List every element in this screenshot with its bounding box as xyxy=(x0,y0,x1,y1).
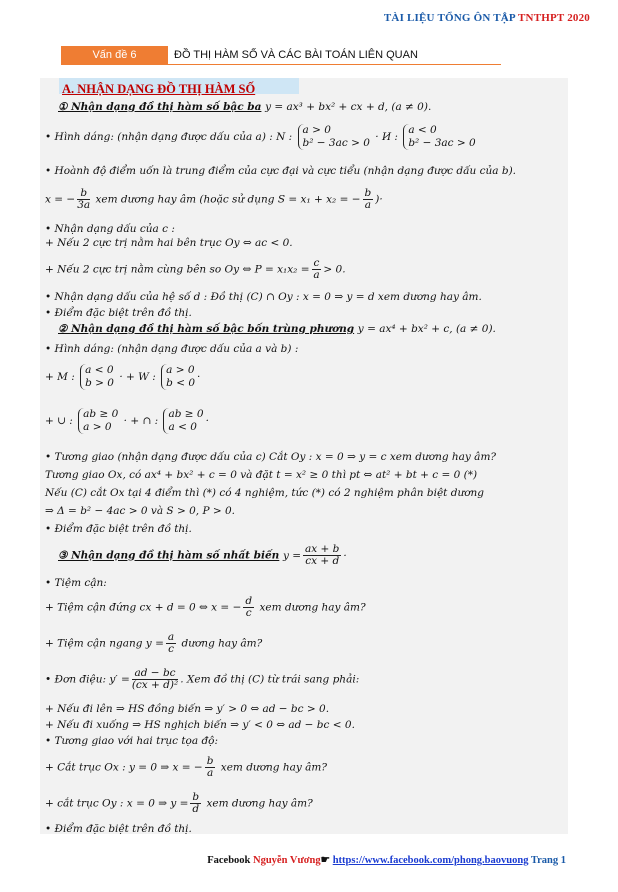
line-special-points-3: • Điểm đặc biệt trên đồ thị. xyxy=(45,823,192,835)
line-sign-d: • Nhận dạng dấu của hệ số d : Đồ thị (C) ∩ Oy : x = 0 ⇒ y = d xem dương hay âm. xyxy=(45,291,482,303)
line-extrema-opposite: + Nếu 2 cực trị nằm hai bên trục Oy ⇔ ac < 0. xyxy=(45,237,293,249)
line-vertical-asymptote: + Tiệm cận đứng cx + d = 0 ⇔ x = − $\frac{d}{c}$ xem dương hay âm? xyxy=(45,595,366,619)
banner-rule xyxy=(61,64,501,65)
line-special-points-2: • Điểm đặc biệt trên đồ thị. xyxy=(45,523,192,535)
header-year: TNTHPT 2020 xyxy=(518,12,590,24)
line-shape-m-w: + M : a < 0 b > 0 · + W : a > 0 b < 0 · xyxy=(45,364,201,389)
line-axis-intersect: • Tương giao với hai trục tọa độ: xyxy=(45,735,219,747)
line-monotonic: • Đơn điệu: y′ = $\frac{ad - bc}{\text{(cx + d)²}}$ . Xem đồ thị (C) từ trái sang phải: xyxy=(45,667,360,691)
line-asymptote: • Tiệm cận: xyxy=(45,577,107,589)
line-discriminant: ⇒ Δ = b² − 4ac > 0 và S > 0, P > 0. xyxy=(45,505,236,517)
page-header xyxy=(384,12,590,24)
line-cut-ox: + Cắt trục Ox : y = 0 ⇒ x = − $\frac{b}{a}$ xem dương hay âm? xyxy=(45,755,327,779)
footer-link[interactable]: https://www.facebook.com/phong.baovuong xyxy=(332,855,529,866)
line-horizontal-asymptote: + Tiệm cận ngang y = $\frac{a}{c}$ dương hay âm? xyxy=(45,631,263,655)
line-cut-oy: + cắt trục Oy : x = 0 ⇒ y = $\frac{b}{d}$ xem dương hay âm? xyxy=(45,791,313,815)
line-intersect-ox: Tương giao Ox, có ax⁴ + bx² + c = 0 và đặt t = x² ≥ 0 thì pt ⇔ at² + bt + c = 0 (*) xyxy=(45,469,478,481)
line-inflection: • Hoành độ điểm uốn là trung điểm của cực đại và cực tiểu (nhận dạng được dấu của b). xyxy=(45,165,517,177)
topic-tag: Vấn đề 6 xyxy=(61,46,168,64)
line-sign-c: • Nhận dạng dấu của c : xyxy=(45,223,175,235)
topic-banner xyxy=(61,46,501,64)
page-number: Trang 1 xyxy=(530,855,566,866)
line-decreasing: + Nếu đi xuống ⇒ HS nghịch biến ⇒ y′ < 0 ⇔ ad − bc < 0. xyxy=(45,719,355,731)
subheading-quartic: ② Nhận dạng đồ thị hàm số bậc bốn trùng phương y = ax⁴ + bx² + c, (a ≠ 0). xyxy=(58,323,496,335)
line-special-points-1: • Điểm đặc biệt trên đồ thị. xyxy=(45,307,192,319)
footer-label: Facebook xyxy=(207,855,251,866)
line-extrema-same: + Nếu 2 cực trị nằm cùng bên so Oy ⇔ P = x₁x₂ = $\frac{c}{a}$ > 0. xyxy=(45,257,346,281)
topic-title: ĐỒ THỊ HÀM SỐ VÀ CÁC BÀI TOÁN LIÊN QUAN xyxy=(174,49,418,61)
section-title: A. NHẬN DẠNG ĐỒ THỊ HÀM SỐ xyxy=(62,82,256,96)
page-footer xyxy=(207,854,566,866)
section-heading xyxy=(59,78,299,94)
line-inflection-formula: x = − $\frac{b}{3a}$ xem dương hay âm (hoặc sử dụng S = x₁ + x₂ = − $\frac{b}{a}$ )· xyxy=(45,187,383,211)
subheading-cubic: ① Nhận dạng đồ thị hàm số bậc ba y = ax³ + bx² + cx + d, (a ≠ 0). xyxy=(58,101,432,113)
line-intersect-oy: • Tương giao (nhận dạng được dấu của c) Cắt Oy : x = 0 ⇒ y = c xem dương hay âm? xyxy=(45,451,497,463)
pointing-hand-icon: ☛ xyxy=(320,855,331,866)
line-four-roots: Nếu (C) cắt Ox tại 4 điểm thì (*) có 4 nghiệm, tức (*) có 2 nghiệm phân biệt dương xyxy=(45,487,485,499)
subheading-rational: ③ Nhận dạng đồ thị hàm số nhất biến y = $\frac{ax + b}{cx + d}$ · xyxy=(58,543,347,567)
line-shape-quartic: • Hình dáng: (nhận dạng được dấu của a và b) : xyxy=(45,343,299,355)
line-shape-cubic: • Hình dáng: (nhận dạng được dấu của a) : N : a > 0 b² − 3ac > 0 · И : a < 0 b² − 3ac > 0 xyxy=(45,124,476,149)
system-n: a > 0 b² − 3ac > 0 xyxy=(298,124,370,150)
line-increasing: + Nếu đi lên ⇒ HS đồng biến ⇒ y′ > 0 ⇔ ad − bc > 0. xyxy=(45,703,330,715)
line-shape-cup-cap: + ∪ : ab ≥ 0 a > 0 · + ∩ : ab ≥ 0 a < 0 · xyxy=(45,408,209,433)
footer-author: Nguyễn Vương xyxy=(253,855,321,866)
system-i: a < 0 b² − 3ac > 0 xyxy=(403,124,475,150)
header-title: TÀI LIỆU TỔNG ÔN TẬP xyxy=(383,12,516,24)
